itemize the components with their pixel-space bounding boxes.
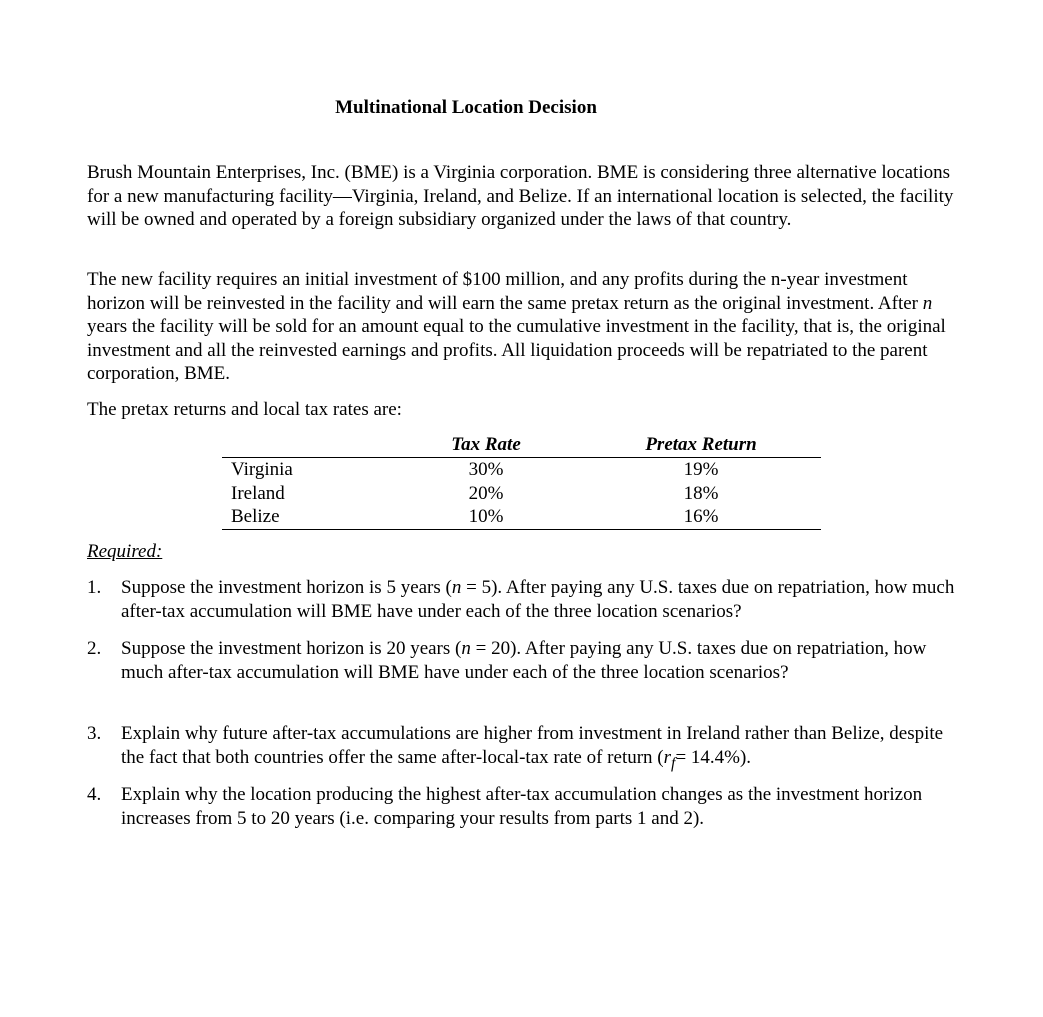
- document-title: Multinational Location Decision: [335, 97, 597, 118]
- question-text-part: = 5). After paying any U.S. taxes due on repatriation, how much after-tax accumulation will BME have under each of the three location scenarios?: [121, 577, 955, 622]
- question-variable: n: [451, 577, 462, 598]
- cell-tax-rate: 20%: [468, 482, 504, 504]
- question-text-part: Suppose the investment horizon is 20 years (: [121, 638, 462, 659]
- question-text-part: Explain why future after-tax accumulations are higher from investment in Ireland rather than Belize, despite the fact that both countries offer the same after-local-tax rate of return (: [121, 723, 944, 768]
- table-row: [222, 458, 821, 482]
- table-header-location: [222, 432, 391, 458]
- question-text: Explain why the location producing the highest after-tax accumulation changes as the investment horizon increases from 5 to 20 years (i.e. comparing your results from parts 1 and 2).: [121, 784, 923, 829]
- question-variable: r: [663, 746, 672, 768]
- investment-paragraph-n: n: [922, 292, 933, 314]
- cell-pretax-return: 16%: [581, 505, 821, 529]
- question-number: 1.: [87, 577, 102, 598]
- table-row: [222, 482, 821, 506]
- table-header-row: [222, 432, 821, 458]
- investment-paragraph-part1: The new facility requires an initial investment of $100 million, and any profits during the n-year investment horizon will be reinvested in the facility and will earn the same pretax return as the original investment. After: [87, 269, 923, 314]
- question-number: 4.: [87, 784, 102, 805]
- cell-pretax-return: 19%: [683, 459, 719, 480]
- cell-location: Belize: [222, 505, 391, 529]
- cell-location: Ireland: [231, 482, 285, 504]
- investment-paragraph-part2: years the facility will be sold for an amount equal to the cumulative investment in the facility, that is, the original investment and all the reinvested earnings and profits. All liquidation proceeds will be repatriated to the parent corporation, BME.: [87, 316, 946, 385]
- question-text-part: = 14.4%).: [675, 746, 752, 768]
- table-header-tax-rate: Tax Rate: [391, 432, 581, 458]
- table-header-pretax-return: Pretax Return: [581, 432, 821, 458]
- question-4: [87, 783, 967, 830]
- question-number: 3.: [87, 723, 102, 744]
- table-row: [222, 505, 821, 529]
- cell-pretax-return: 18%: [683, 482, 719, 504]
- required-heading: Required:: [87, 541, 163, 562]
- rates-table: [222, 432, 821, 530]
- investment-paragraph: [87, 268, 967, 386]
- question-text-part: Suppose the investment horizon is 5 years (: [121, 577, 452, 598]
- cell-tax-rate: 10%: [391, 505, 581, 529]
- question-text: [121, 722, 967, 775]
- question-3: [87, 722, 967, 775]
- question-1: [87, 576, 967, 623]
- table-intro-paragraph: The pretax returns and local tax rates are:: [87, 399, 402, 420]
- question-variable-subscript: f: [671, 754, 676, 772]
- question-2: [87, 637, 967, 684]
- cell-location: Virginia: [231, 459, 293, 480]
- cell-tax-rate: 30%: [468, 459, 504, 480]
- question-number: 2.: [87, 638, 102, 659]
- question-text: [121, 637, 967, 684]
- question-text: [121, 576, 967, 623]
- question-text-part: = 20). After paying any U.S. taxes due on repatriation, how much after-tax accumulation will BME have under each of the three location scenarios?: [121, 638, 927, 683]
- intro-paragraph: Brush Mountain Enterprises, Inc. (BME) is a Virginia corporation. BME is considering three alternative locations for a new manufacturing facility—Virginia, Ireland, and Belize. If an international location is selected, the facility will be owned and operated by a foreign subsidiary organized under the laws of that country.: [87, 162, 954, 231]
- question-variable: n: [461, 638, 471, 659]
